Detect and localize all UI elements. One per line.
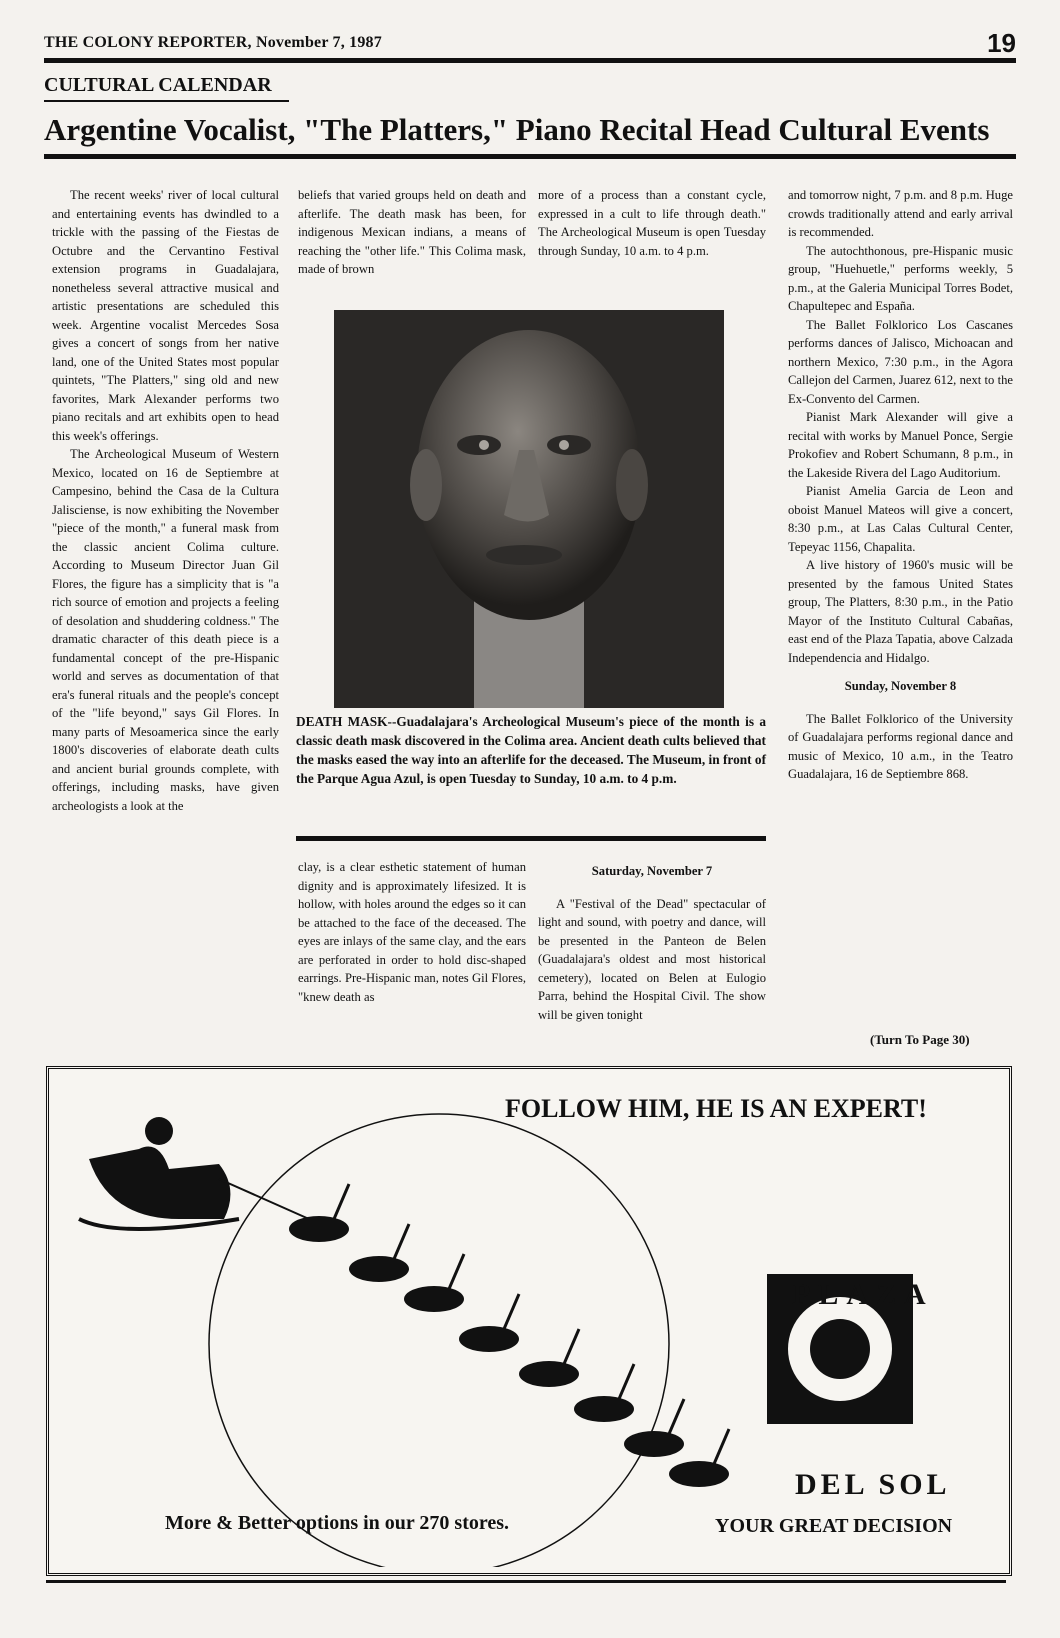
article-paragraph: The Ballet Folklorico Los Cascanes performs dances of Jalisco, Michoacan and northern Mexico, 7:30 p.m., in the Agora Callejon del Carmen, Juarez 612, next to the Ex-Convento del Carmen.: [788, 317, 1013, 406]
article-paragraph: The autochthonous, pre-Hispanic music group, "Huehuetle," performs weekly, 5 p.m., at the Galeria Municipal Torres Bodet, Chapultepec and España.: [788, 243, 1013, 313]
ad-headline: FOLLOW HIM, HE IS AN EXPERT!: [505, 1094, 927, 1123]
day-heading-saturday: Saturday, November 7: [591, 864, 713, 878]
masthead-rule: [44, 58, 1016, 63]
article-column-3-bottom: [538, 858, 766, 1024]
bottom-rule: [46, 1580, 1006, 1583]
photo-caption: DEATH MASK--Guadalajara's Archeological Museum's piece of the month is a classic death mask discovered in the Colima area. Ancient death cults believed that the masks eased the way into an afterlife for the deceased. The Museum, in front of the Parque Agua Azul, is open Tuesday to Sunday, 10 a.m. to 4 p.m.: [296, 714, 766, 786]
running-head: THE COLONY REPORTER, November 7, 1987: [44, 34, 382, 51]
plaza-del-sol-logo-top: PLAZA: [792, 1278, 934, 1311]
plaza-del-sol-logo-bottom: DEL SOL: [795, 1468, 951, 1501]
article-paragraph: and tomorrow night, 7 p.m. and 8 p.m. Huge crowds traditionally attend and early arrival is recommended.: [788, 188, 1013, 239]
article-paragraph: Pianist Mark Alexander will give a recital with works by Manuel Ponce, Sergie Prokofiev and Robert Schumann, 8 p.m., in the Lakeside Rivera del Lago Auditorium.: [788, 410, 1013, 480]
article-column-2-top: [298, 186, 526, 279]
section-rule: [44, 100, 289, 102]
article-paragraph: The Ballet Folklorico of the University of Guadalajara performs regional dance and music of Mexico, 10 a.m., in the Teatro Guadalajara, 16 de Septiembre 868.: [788, 711, 1013, 781]
article-paragraph: The Archeological Museum of Western Mexico, located on 16 de Septiembre at Campesino, behind the Casa de la Cultura Jalisciense, is now exhibiting the November "piece of the month," a funeral mask from the classic ancient Colima culture. According to Museum Director Juan Gil Flores, the figure has a simplicity that is "a rich source of emotion and projects a feeling of desolation and shuddering coldness." The dramatic character of this death piece is a fundamental concept of the pre-Hispanic world and serves as documentation of that era's funeral rituals and the people's concept of the "life beyond," says Gil Flores. In many parts of Mesoamerica since the early 1800's discoveries of elaborate death cults and ancient burial grounds complete, with offerings, including masks, have given archeologists a look at the: [52, 447, 279, 813]
section-title: CULTURAL CALENDAR: [44, 74, 272, 96]
article-paragraph: clay, is a clear esthetic statement of human dignity and is approximately lifesized. It is hollow, with holes around the edges so it can be attached to the face of the deceased. The eyes are inlays of the same clay, and the ears are perforated in order to hold disc-shaped earrings. Pre-Hispanic man, notes Gil Flores, "knew death as: [298, 860, 526, 1004]
article-column-1: [52, 186, 279, 815]
article-paragraph: beliefs that varied groups held on death and afterlife. The death mask has been, for indigenous Mexican indians, a means of reaching the "other life." This Colima mask, made of brown: [298, 188, 526, 276]
article-column-4: [788, 186, 1013, 784]
page-number: 19: [987, 28, 1016, 58]
article-column-3-top: [538, 186, 766, 260]
death-mask-photo: [334, 310, 724, 708]
mask-illustration: [334, 310, 724, 708]
article-paragraph: A "Festival of the Dead" spectacular of light and sound, with poetry and dance, will be presented in the Panteon de Belen (Guadalajara's oldest and most historical cemetery), located on Belen at Eulogio Parra, behind the Hospital Civil. The show will be given tonight: [538, 896, 766, 1022]
day-heading-sunday: Sunday, November 8: [844, 679, 957, 693]
headline-rule: [44, 154, 1016, 159]
continuation-note: (Turn To Page 30): [870, 1032, 970, 1047]
headline: Argentine Vocalist, "The Platters," Piano Recital Head Cultural Events: [44, 112, 990, 147]
article-paragraph: The recent weeks' river of local cultural and entertaining events has dwindled to a trickle with the passing of the Fiestas de Octubre and the Cervantino Festival extension programs in Guadalajara, nonetheless several attractive musical and artistic presentations are scheduled this week. Argentine vocalist Mercedes Sosa gives a concert of songs from her native land, one of the United States most popular quintets, "The Platters," sing old and new favorites, Mark Alexander performs two piano recitals and art exhibits open to head this week's offerings.: [52, 188, 279, 443]
caption-rule: [296, 836, 766, 841]
ad-tagline-right: YOUR GREAT DECISION: [715, 1515, 953, 1537]
article-paragraph: more of a process than a constant cycle, expressed in a cult to life through death." The Archeological Museum is open Tuesday through Sunday, 10 a.m. to 4 p.m.: [538, 188, 766, 258]
article-paragraph: Pianist Amelia Garcia de Leon and oboist Manuel Mateos will give a concert, 8:30 p.m., at Las Calas Cultural Center, Tepeyac 1156, Chapalita.: [788, 484, 1013, 554]
article-column-2-bottom: [298, 858, 526, 1006]
article-paragraph: A live history of 1960's music will be presented by the famous United States group, The Platters, 8:30 p.m., in the Patio Mayor of the Instituto Cultural Cabañas, east end of the Plaza Tapatia, above Calzada Independencia and Hidalgo.: [788, 558, 1013, 665]
ad-tagline-left: More & Better options in our 270 stores.: [165, 1512, 510, 1534]
